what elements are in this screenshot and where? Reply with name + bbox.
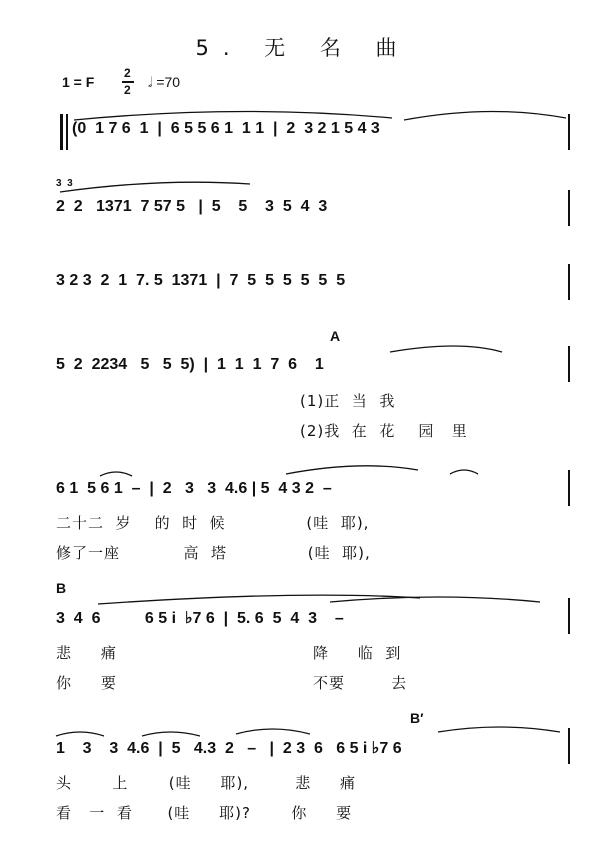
- notation-line: 2 2 1371 7 57 5 | 5 5 3 5 4 3: [56, 198, 328, 215]
- key-signature: 1 = F: [62, 74, 95, 90]
- notation-line: 5 2 2234 5 5 5) | 1 1 1 7 6 1: [56, 356, 324, 373]
- barline: [66, 114, 68, 150]
- staff-system-5: [0, 470, 606, 570]
- time-signature-numerator: 2: [124, 66, 131, 80]
- time-signature-denominator: 2: [124, 83, 131, 97]
- notation-line: (0 1 7 6 1 | 6 5 5 6 1 1 1 | 2 3 2 1 5 4 3: [72, 120, 380, 137]
- rehearsal-mark-a: A: [330, 328, 341, 344]
- barline: [568, 728, 570, 764]
- song-title: 5. 无 名 曲: [195, 36, 411, 60]
- grace-notes: 3 3: [56, 178, 73, 189]
- lyric-verse-1: (1)正 当 我: [300, 392, 396, 410]
- notation-line: 1 3 3 4.6 | 5 4.3 2 – | 2 3 6 6 5 i ♭7 6: [56, 740, 402, 757]
- lyric-verse-1: 二十二 岁 的 时 候 (哇 耶),: [56, 514, 370, 532]
- lyric-verse-1: 头 上 (哇 耶), 悲 痛: [56, 774, 357, 792]
- staff-system-3: [0, 262, 606, 312]
- staff-system-2: [0, 178, 606, 234]
- staff-system-1: [0, 110, 606, 160]
- staff-system-6: [0, 580, 606, 690]
- staff-system-7: [0, 710, 606, 830]
- lyric-verse-2: 你 要 不要 去: [56, 674, 408, 692]
- lyric-verse-1: 悲 痛 降 临 到: [56, 644, 402, 662]
- barline: [568, 346, 570, 382]
- notation-line: 3 2 3 2 1 7. 5 1371 | 7 5 5 5 5 5 5: [56, 272, 346, 289]
- rehearsal-mark-b: B: [56, 580, 67, 596]
- tempo-marking: 𝅗𝅥 =70: [148, 74, 181, 90]
- staff-system-4: [0, 328, 606, 448]
- lyric-verse-2: 修了一座 高 塔 (哇 耶),: [56, 544, 371, 562]
- barline: [568, 264, 570, 300]
- rehearsal-mark-b-prime: B′: [410, 710, 424, 726]
- lyric-verse-2: 看 一 看 (哇 耶)? 你 要: [56, 804, 353, 822]
- notation-line: 6 1 5 6 1 – | 2 3 3 4.6 | 5 4 3 2 –: [56, 480, 332, 497]
- repeat-start-barline: [60, 114, 63, 150]
- barline: [568, 598, 570, 634]
- notation-line: 3 4 6 6 5 i ♭7 6 | 5. 6 5 4 3 –: [56, 610, 344, 627]
- barline: [568, 470, 570, 506]
- lyric-verse-2: (2)我 在 花 园 里: [300, 422, 468, 440]
- barline: [568, 190, 570, 226]
- barline: [568, 114, 570, 150]
